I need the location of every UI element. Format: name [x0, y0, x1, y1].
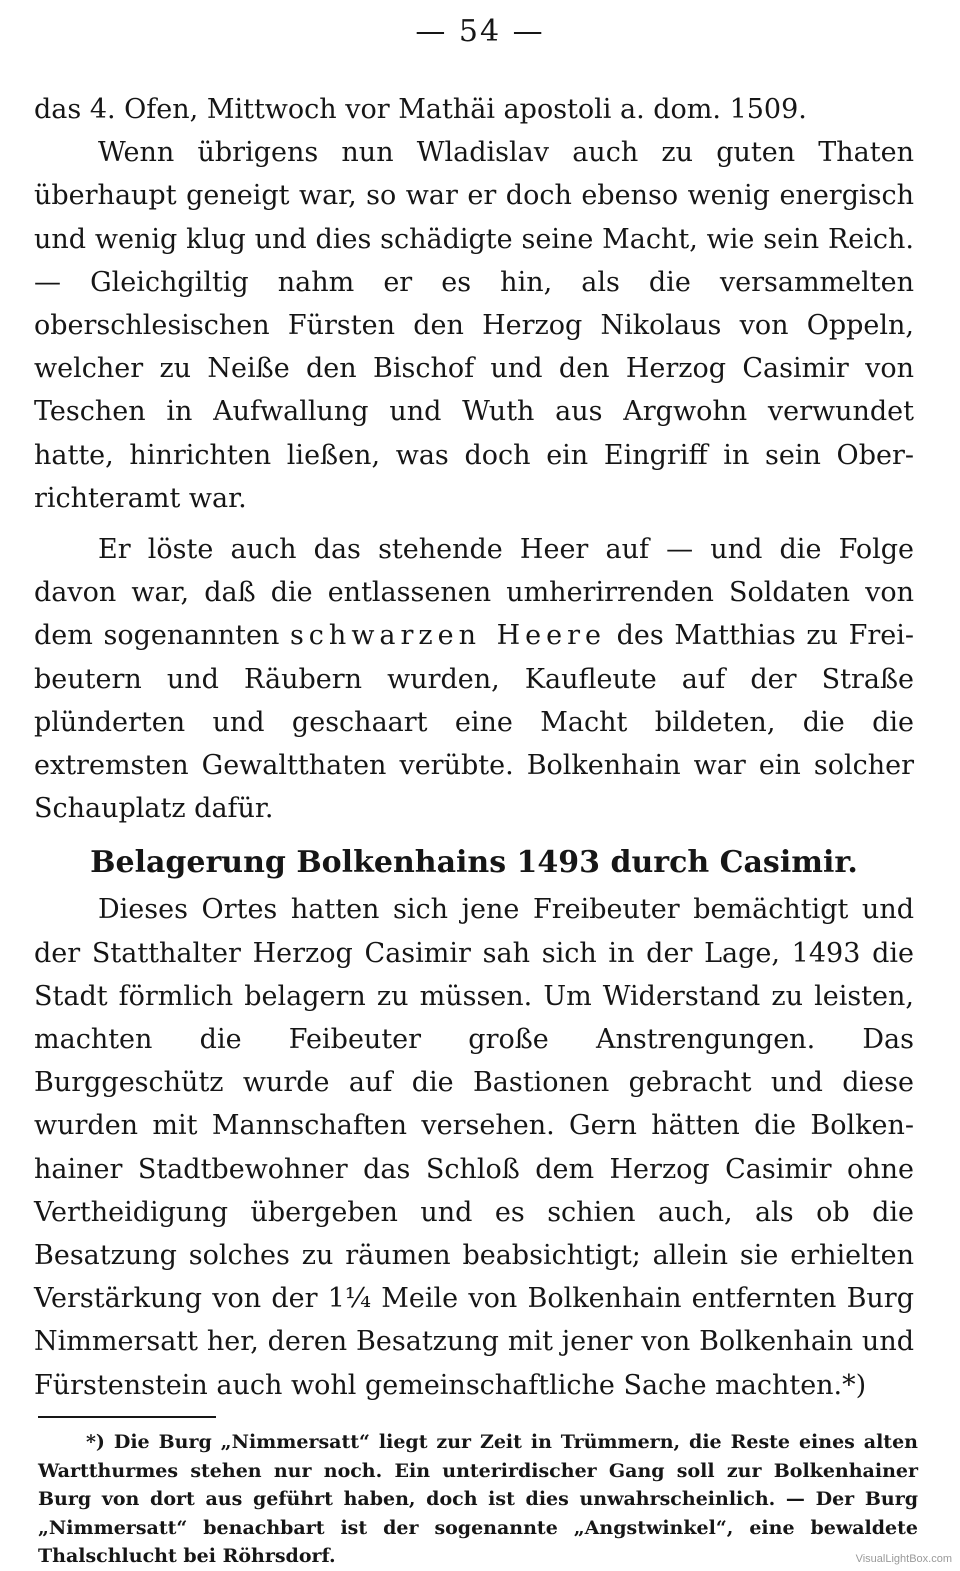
- footnote: *) Die Burg „Nimmersatt“ liegt zur Zeit in Trümmern, die Reste eines alten Wartthurmes stehen nur noch. Ein unterirdischer Gang soll zur Bolkenhainer Burg von dort aus geführt haben, doch ist dies unwahrscheinlich. — Der Burg „Nimmersatt“ benachbart ist der sogenannte „Angstwinkel“, eine bewaldete Thalschlucht bei Röhrsdorf.: [38, 1431, 918, 1567]
- paragraph-heer: [34, 528, 914, 830]
- footnote-divider: [38, 1416, 216, 1418]
- watermark: VisualLightBox.com: [855, 1553, 952, 1565]
- paragraph-wladislav: Wenn übrigens nun Wladislav auch zu guten Thaten überhaupt geneigt war, so war er doch ebenso wenig energisch und wenig klug und dies schädigte seine Macht, wie sein Reich. — Gleichgiltig nahm er es hin, als die versammelten oberschlesischen Fürsten den Herzog Nikolaus von Oppeln, welcher zu Neiße den Bischof und den Herzog Casimir von Teschen in Aufwallung und Wuth aus Argwohn verwundet hatte, hinrichten ließen, was doch ein Eingriff in sein Oberrichteramt war.: [34, 137, 914, 514]
- emphasis-schwarzen-heere: schwarzen Heere: [289, 620, 607, 652]
- paragraph-belagerung: Dieses Ortes hatten sich jene Freibeuter bemächtigt und der Statthalter Herzog Casimir sah sich in der Lage, 1493 die Stadt förmlich belagern zu müssen. Um Widerstand zu leisten, machten die Feibeuter große Anstrengungen. Das Burggeschütz wurde auf die Bastionen gebracht und diese wurden mit Mannschaften versehen. Gern hätten die Bolkenhainer Stadtbewohner das Schloß dem Herzog Casimir ohne Vertheidigung übergeben und es schien auch, als ob die Besatzung solches zu räumen beabsichtigt; allein sie erhielten Verstärkung von der 1¼ Meile von Bolkenhain entfernten Burg Nimmersatt her, deren Besatzung mit jener von Bolkenhain und Fürstenstein auch wohl gemeinschaftliche Sache machten.*): [34, 894, 914, 1401]
- paragraph-heer-text-b: des Matthias zu Freibeutern und Räubern wurden, Kaufleute auf der Straße plünderten und geschaart eine Macht bildeten, die die extremsten Gewaltthaten verübte. Bolkenhain war ein solcher Schauplatz dafür.: [34, 620, 915, 825]
- paragraph-continuation: das 4. Ofen, Mittwoch vor Mathäi apostoli a. dom. 1509.: [34, 94, 807, 125]
- page-number: — 54 —: [415, 14, 545, 49]
- body-text: [34, 88, 914, 1407]
- paragraph-heer-text-a: Er löste auch das stehende Heer auf — und die Folge davon war, daß die entlassenen umherirrenden Soldaten von dem sogenannten: [34, 534, 914, 652]
- section-heading: Belagerung Bolkenhains 1493 durch Casimir.: [90, 845, 858, 881]
